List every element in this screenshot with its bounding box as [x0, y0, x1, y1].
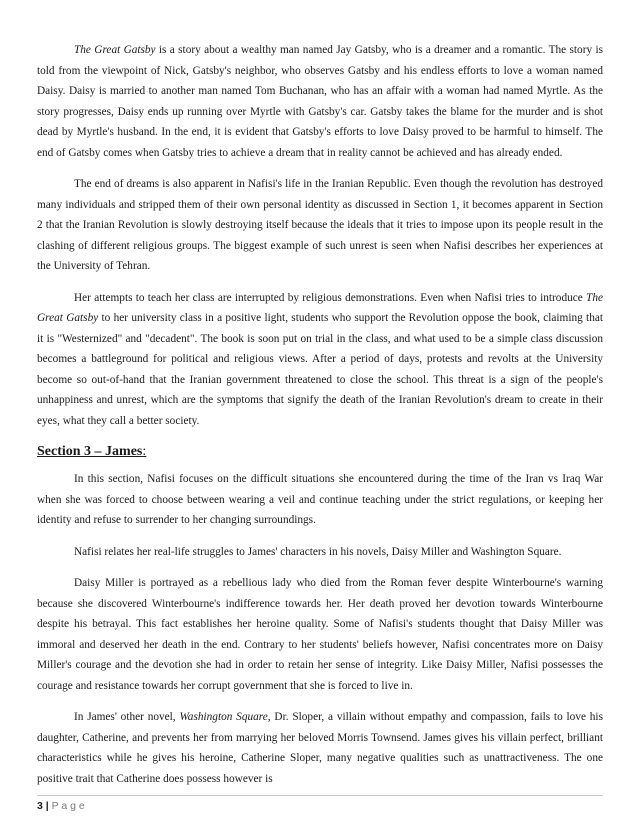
paragraph-daisy-miller	[37, 573, 603, 696]
paragraph-text: In James' other novel,	[74, 711, 180, 723]
page-footer	[37, 795, 603, 812]
page-number: 3	[37, 800, 43, 812]
paragraph-text: Her attempts to teach her class are interrupted by religious demonstrations. Even when Nafisi tries to introduce	[74, 291, 587, 304]
book-title-washington-square: Washington Square	[179, 711, 268, 723]
paragraph-text: , Dr. Sloper, a villain without empathy and compassion, fails to love his daughter, Catherine, and prevents her from marrying her beloved Morris Townsend. James gives his villain perfect, brilliant characteristics while he gives his heroine, Catherine Sloper, many negative qualities such as unattractiveness. The one positive trait that Catherine does possess however is	[37, 711, 603, 785]
paragraph-text: Daisy Miller is portrayed as a rebellious lady who died from the Roman fever despite Winterbourne's warning because she discovered Winterbourne's indifference towards her. Her death proved her devotion towards Winterbourne despite his betrayal. This fact establishes her heroine quality. Some of Nafisi's students thought that Daisy Miller was immoral and deserved her death in the end. Contrary to her students' beliefs however, Nafisi concentrates more on Daisy Miller's courage and the devotion she had in order to retain her sense of integrity. Like Daisy Miller, Nafisi possesses the courage and resistance towards her corrupt government that she is forced to live in.	[37, 577, 603, 692]
paragraph-washington-square	[37, 707, 603, 789]
paragraph-class-interrupted	[37, 288, 603, 432]
paragraph-james-characters	[37, 542, 603, 563]
paragraph-text: In this section, Nafisi focuses on the difficult situations she encountered during the time of the Iran vs Iraq War when she was forced to choose between wearing a veil and continue teaching under the strict regulations, or keeping her identity and refuse to surrender to her changing surroundings.	[37, 473, 603, 526]
paragraph-end-of-dreams	[37, 174, 603, 277]
book-title-great-gatsby: The Great Gatsby	[74, 44, 156, 56]
document-body	[37, 40, 603, 800]
book-title-great-gatsby: The Great Gatsby	[37, 291, 603, 324]
paragraph-text: is a story about a wealthy man named Jay Gatsby, who is a dreamer and a romantic. The story is told from the viewpoint of Nick, Gatsby's neighbor, who observes Gatsby and his endless efforts to love a woman named Daisy. Daisy is married to another man named Tom Buchanan, who has an affair with a woman had named Myrtle. As the story progresses, Daisy ends up running over Myrtle with Gatsby's car. Gatsby takes the blame for the murder and is shot dead by Myrtle's husband. In the end, it is evident that Gatsby's efforts to love Daisy proved to be harmful to himself. The end of Gatsby comes when Gatsby tries to achieve a dream that in reality cannot be achieved and has already ended.	[37, 44, 603, 159]
paragraph-iran-iraq-war	[37, 469, 603, 531]
paragraph-text: The end of dreams is also apparent in Nafisi's life in the Iranian Republic. Even though the revolution has destroyed many individuals and stripped them of their own personal identity as discussed in Section 1, it becomes apparent in Section 2 that the Iranian Revolution is slowly destroying itself because the ideals that it tries to impose upon its people result in the clashing of different religious groups. The biggest example of such unrest is seen when Nafisi describes her experiences at the University of Tehran.	[37, 178, 603, 272]
paragraph-text: to her university class in a positive light, students who support the Revolution oppose the book, claiming that it is "Westernized" and "decadent". The book is soon put on trial in the class, and what used to be a simple class discussion becomes a battleground for political and religious views. After a period of days, protests and revolts at the University become so out-of-hand that the Iranian government threatened to close the school. This threat is a sign of the people's unhappiness and unrest, which are the symptoms that signify the death of the Iranian Revolution's dream to create in their eyes, what they call a better society.	[37, 312, 604, 427]
paragraph-text: Nafisi relates her real-life struggles to James' characters in his novels, Daisy Miller and Washington Square.	[74, 545, 562, 558]
section-heading	[37, 442, 603, 462]
page-label: P a g e	[51, 800, 85, 812]
footer-separator: |	[45, 800, 49, 812]
section-heading-colon: :	[142, 444, 147, 459]
section-heading-text: Section 3 – James	[37, 444, 143, 459]
paragraph-gatsby-summary	[37, 40, 603, 163]
